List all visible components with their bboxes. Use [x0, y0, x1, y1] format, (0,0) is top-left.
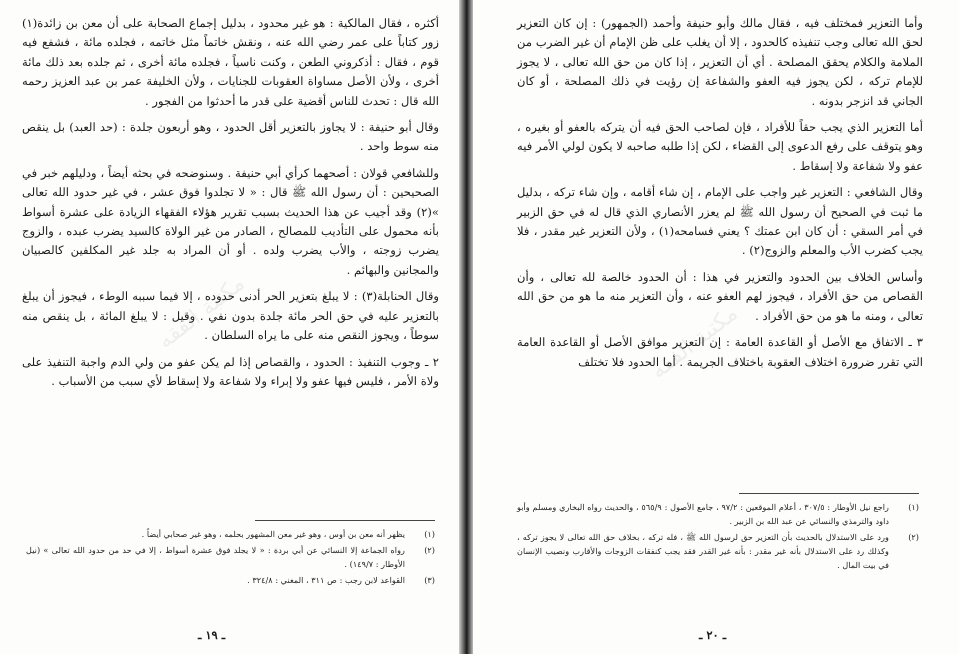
footnotes: [26, 527, 435, 589]
footnote: [517, 500, 919, 528]
footnote-number: (٣): [424, 575, 435, 585]
watermark: مكتبة الفقه: [153, 270, 250, 355]
left-page: [0, 0, 459, 654]
footnote: [517, 530, 919, 572]
paragraph: ٢ ـ وجوب التنفيذ : الحدود ، والقصاص إذا لم يكن عفو من ولي الدم واجبة التنفيذ على ولاة الأمر ، فليس فيها عفو ولا إبراء ولا شفاعة ولا إسقاط لأي سبب من الأسباب .: [22, 354, 439, 388]
footnote: [26, 573, 435, 587]
footnote-text: رواه الجماعة إلا النسائي عن أبي بردة : « لا يجلد فوق عشرة أسواط ، إلا في حد من حدود الله تعالى » (نيل الأوطار : ١٤٩/٧) .: [26, 545, 405, 569]
paragraph: ٣ ـ الاتفاق مع الأصل أو القاعدة العامة : إن التعزير موافق الأصل أو القاعدة العامة التي تقرر ضرورة اختلاف العقوبة باختلاف الجريمة . أما الحدود فلا تختلف: [517, 335, 923, 369]
footnote-text: راجع نيل الأوطار : ٣٠٧/٥ ، أعلام الموقعين : ٩٧/٢ ، جامع الأصول : ٥٦٥/٩ ، والحديث رواه البخاري ومسلم وأبو داود والترمذي والنسائي عن عبد الله بن الزبير .: [517, 502, 889, 526]
footnotes: [517, 500, 919, 574]
paragraph: وقال الشافعي : التعزير غير واجب على الإمام ، إن شاء أقامه ، وإن شاء تركه ، بدليل ما ثبت في الصحيح أن رسول الله ﷺ لم يعزر الأنصاري الذي قال له في حق الزبير في أمر السقي : أن كان ابن عمتك ؟ يعني فسامحه(١) ، ولأن التعزير غير مقدر ، فلا يجب كضرب الأب والمعلم والزوج(٢) .: [517, 185, 924, 258]
page-number: ـ ١٩ ـ: [198, 628, 226, 642]
paragraph: وأما التعزير فمختلف فيه ، فقال مالك وأبو حنيفة وأحمد (الجمهور) : إن كان التعزير لحق الله تعالى وجب تنفيذه كالحدود ، إلا أن يغلب على ظن الإمام أن غير الضرب من الملامة والكلام يحقق المصلحة . أي أن التعزير ، إذا كان من حق الله تعالى ، لا يجوز للإمام تركه ، لكن يجوز فيه العفو والشفاعة إن رؤيت في ذلك المصلحة ، أو كان الجاني قد انزجر بدونه .: [517, 16, 923, 108]
paragraph: وقال الحنابلة(٣) : لا يبلغ بتعزير الحر أدنى حدوده ، إلا فيما سببه الوطء ، فيجوز أن يبلغ بالتعزير عليه في حق الحر مائة جلدة بدون نفي . وقيل : لا يبلغ المائة ، بل ينقص منه سوطاً ، ويجوز النقص منه على ما يراه السلطان .: [22, 289, 439, 343]
footnote-number: (٢): [908, 532, 919, 542]
footnote-text: القواعد لابن رجب : ص ٣١١ ، المغني : ٣٢٤/٨ .: [247, 575, 405, 585]
left-page-body: [22, 14, 439, 398]
paragraph: أما التعزير الذي يجب حقاً للأفراد ، فإن لصاحب الحق فيه أن يتركه بالعفو أو بغيره ، وهو يتوقف على رفع الدعوى إلى القضاء ، لكن إذا طلبه صاحبه لا يكون لولي الأمر فيه عفو ولا شفاعة ولا إسقاط .: [517, 120, 923, 173]
footnote-text: ورد على الاستدلال بالحديث بأن التعزير حق لرسول الله ﷺ ، فله تركه ، بخلاف حق الله تعالى لا يجوز تركه ، وكذلك رد على الاستدلال بأنه غير مقدر : بأنه غير القدر فقد يجب كنفقات الزوجات والأقارب ونصيب الإنسان في بيت المال .: [517, 532, 889, 570]
footnote: [26, 543, 435, 571]
watermark: مكتبة الفقه: [646, 300, 743, 385]
paragraph: وأساس الخلاف بين الحدود والتعزير في هذا : أن الحدود خالصة لله تعالى ، وأن القصاص من حق الأفراد ، فيجوز لهم العفو عنه ، وأن التعزير منه ما هو من حق الله تعالى ، ومنه ما هو من حق الأفراد .: [517, 269, 923, 323]
right-page-body: [517, 14, 923, 379]
paragraph: وقال أبو حنيفة : لا يجاوز بالتعزير أقل الحدود ، وهو أربعون جلدة : (حد العبد) بل ينقص منه سوط واحد .: [22, 120, 439, 154]
footnote-divider: [255, 520, 435, 521]
right-page: [473, 0, 959, 654]
footnote-number: (١): [908, 502, 919, 512]
book-spine: [459, 0, 473, 654]
page-number: ـ ٢٠ ـ: [699, 628, 727, 642]
paragraph: وللشافعي قولان : أصحهما كرأي أبي حنيفة . وسنوضحه في بحثه أيضاً ، ودليلهم خبر في الصحيحين : أن رسول الله ﷺ قال : « لا تجلدوا فوق عشر ، في غير حدود الله تعالى »(٢) وقد أجيب عن هذا الحديث بسبب تقرير هؤلاء الفقهاء الزيادة على عشرة أسواط بأنه محمول على التأديب للمصالح ، الصادر من غير الولاة كالسيد يضرب عبده ، والزوج يضرب زوجته ، والأب يضرب ولده . أو أن المراد به جلد غير المكلفين كالصبيان والمجانين والبهائم .: [22, 165, 439, 277]
footnote-number: (٢): [424, 545, 435, 555]
footnote-text: يظهر أنه معن بن أوس ، وهو غير معن المشهور بحلمه ، وهو غير صحابي أيضاً .: [141, 529, 405, 539]
footnote-divider: [739, 493, 919, 494]
paragraph: أكثره ، فقال المالكية : هو غير محدود ، بدليل إجماع الصحابة على أن معن بن زائدة(١) زور كتاباً على عمر رضي الله عنه ، ونقش خاتماً مثل خاتمه ، فجلده مائة ، فشفع فيه قوم ، فقال : أذكروني الطعن ، وكنت ناسياً ، فجلده مائة أخرى ، ثم جلده بعد ذلك مائة أخرى ، ولأن الأصل مساواة العقوبات للجنايات ، ولأن الخليفة عمر بن عبد العزيز رحمه الله قال : تحدث للناس أقضية على قدر ما أحدثوا من الفجور .: [22, 16, 439, 108]
footnote: [26, 527, 435, 541]
footnote-number: (١): [424, 529, 435, 539]
